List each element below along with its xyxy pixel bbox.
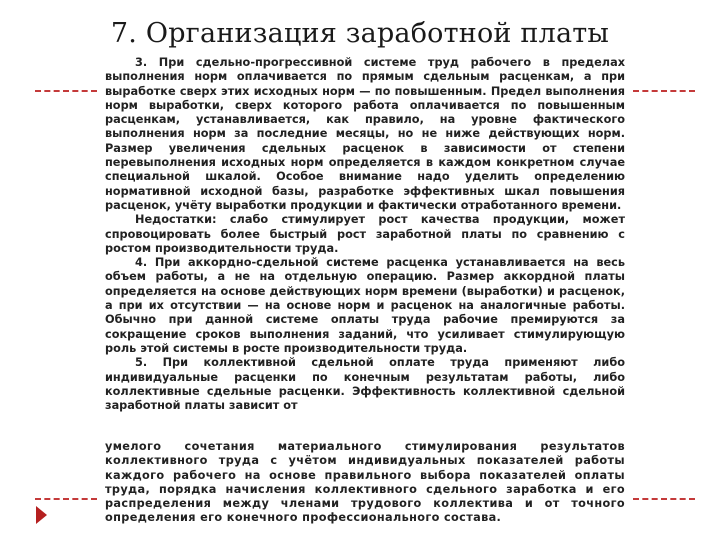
decor-dash-right-top xyxy=(633,90,695,92)
paragraph-progressive: 3. При сдельно-прогрессивной системе труд рабочего в пределах выполнения норм оплачивается по прямым сдельным расценкам, а при выработке сверх этих исходных норм — по повышенным. Предел выполнения норм выработки, сверх которого работа оплачивается по повышенным расценкам, устанавливается, как правило, на уровне фактического выполнения норм за последние месяцы, но не ниже действующих норм. Размер увеличения сдельных расценок в зависимости от степени перевыполнения исходных норм определяется в каждом конкретном случае специальной шкалой. Особое внимание надо уделить определению нормативной исходной базы, разработке эффективных шкал повышения расценок, учёту выработки продукции и фактически отработанного времени. xyxy=(105,56,625,212)
decor-dash-left-top xyxy=(35,90,97,92)
scanned-text-block xyxy=(105,56,625,436)
decor-dash-right-bottom xyxy=(633,498,695,500)
scanned-text-continuation xyxy=(105,440,625,538)
slide-title: 7. Организация заработной платы xyxy=(110,18,610,49)
paragraph-continuation: умелого сочетания материального стимулирования результатов коллективного труда с учётом индивидуальных показателей работы каждого рабочего на основе правильного выбора показателей оплаты труда, порядка начисления коллективного сдельного заработка и его распределения между членами трудового коллектива и от точного определения его конечного профессионального состава. xyxy=(105,440,625,525)
paragraph-accord: 4. При аккордно-сдельной системе расценка устанавливается на весь объем работы, а не на отдельную операцию. Размер аккордной платы определяется на основе действующих норм времени (выработки) и расценок, а при их отсутствии — на основе норм и расценок на аналогичные работы. Обычно при данной системе оплаты труда рабочие премируются за сокращение сроков выполнения заданий, что усиливает стимулирующую роль этой системы в росте производительности труда. xyxy=(105,256,625,355)
next-arrow-icon xyxy=(36,506,47,524)
paragraph-drawbacks: Недостатки: слабо стимулирует рост качества продукции, может спровоцировать более быстрый рост заработной платы по сравнению с ростом производительности труда. xyxy=(105,213,625,255)
decor-dash-left-bottom xyxy=(35,498,97,500)
paragraph-collective: 5. При коллективной сдельной оплате труда применяют либо индивидуальные расценки по конечным результатам работы, либо коллективные сдельные расценки. Эффективность коллективной сдельной заработной платы зависит от xyxy=(105,356,625,413)
